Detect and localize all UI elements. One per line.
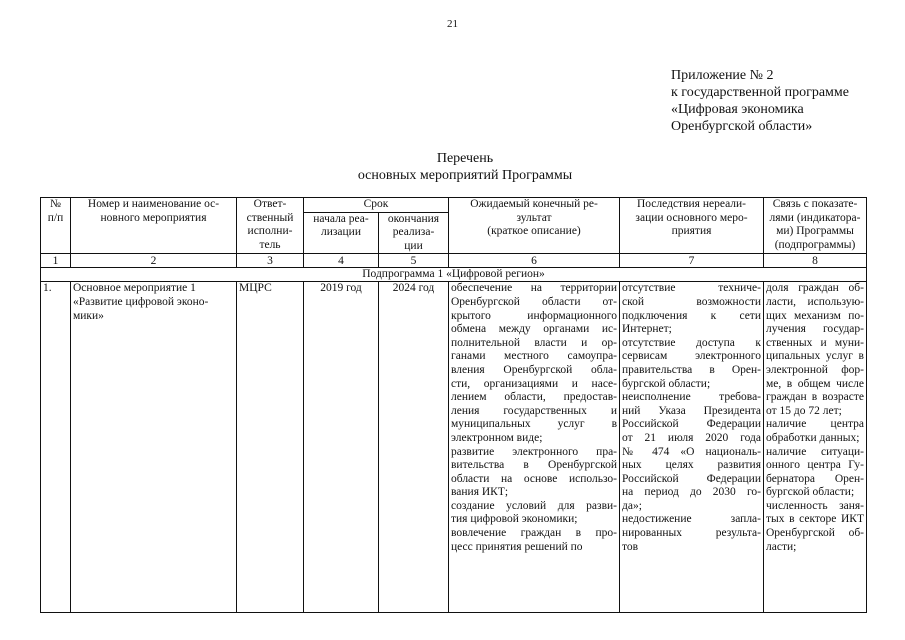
cell-text-line: № xyxy=(50,198,61,210)
column-number: 8 xyxy=(764,254,867,268)
cell-text-line: вления Оренбургской обла- xyxy=(451,363,617,376)
appendix-line: «Цифровая экономика xyxy=(671,102,804,117)
cell-text-line: ции xyxy=(404,239,423,252)
cell-text-line: щих механизм по- xyxy=(766,309,864,322)
row-consequences xyxy=(620,282,764,613)
cell-text-line: новного мероприятия xyxy=(100,211,207,224)
column-number: 4 xyxy=(304,254,379,268)
cell-text-line: недостижение запла- xyxy=(622,513,761,526)
cell-text-line: бернатора Орен- xyxy=(766,472,864,485)
cell-text-line: окончания xyxy=(387,212,440,225)
row-num: 1. xyxy=(41,282,71,613)
cell-text-line: онного центра Гу- xyxy=(766,459,864,472)
cell-text-line: бургской области; xyxy=(622,377,711,390)
cell-text-line: наличие ситуаци- xyxy=(766,445,864,458)
cell-text-line: Оренбургской об- xyxy=(766,527,864,540)
appendix-line: Оренбургской области» xyxy=(671,119,813,134)
appendix-line: Приложение № 2 xyxy=(671,68,774,83)
row-end: 2024 год xyxy=(379,282,449,613)
row-executor: МЦРС xyxy=(237,282,304,613)
cell-text-line: тель xyxy=(259,238,281,251)
column-number: 5 xyxy=(379,254,449,268)
cell-text-line: лизации xyxy=(320,226,361,239)
cell-text-line: (краткое описание) xyxy=(487,225,581,238)
cell-text-line: от 15 до 72 лет; xyxy=(766,404,842,417)
subprogram-row xyxy=(41,268,867,282)
column-number: 7 xyxy=(620,254,764,268)
row-link xyxy=(764,282,867,613)
cell-text-line: от 21 июля 2020 года xyxy=(622,431,761,444)
header-executor xyxy=(237,198,304,254)
cell-text-line: ской возможности xyxy=(622,295,761,308)
cell-text-line: ме, в общем числе xyxy=(766,377,864,390)
cell-text-line: зультат xyxy=(516,211,552,224)
cell-text-line: ласти, использую- xyxy=(766,295,864,308)
column-numbers-row xyxy=(41,254,867,268)
cell-text-line: реализа- xyxy=(392,226,435,239)
header-link xyxy=(764,198,867,254)
cell-text-line: цесс принятия решений по xyxy=(451,540,583,553)
activities-table xyxy=(40,197,867,613)
cell-text-line: нированных результа- xyxy=(622,527,761,540)
cell-text-line: бургской области; xyxy=(766,486,855,499)
cell-text-line: развитие электронного пра- xyxy=(451,445,617,458)
header-start xyxy=(304,212,379,254)
cell-text-line: отсутствие доступа к xyxy=(622,336,761,349)
cell-text-line: Основное мероприятие 1 xyxy=(73,282,196,295)
cell-text-line: Российской Федерации xyxy=(622,472,761,485)
cell-text-line: отсутствие техниче- xyxy=(622,282,761,295)
header-row xyxy=(41,198,867,213)
cell-text-line: правительства в Орен- xyxy=(622,363,761,376)
cell-text-line: исполни- xyxy=(247,225,293,238)
cell-text-line: тых в секторе ИКТ xyxy=(766,513,864,526)
document-title xyxy=(250,150,680,184)
cell-text-line: тов xyxy=(622,540,639,553)
cell-text-line: обеспечение на территории xyxy=(451,282,617,295)
cell-text-line: численность заня- xyxy=(766,499,864,512)
column-number: 6 xyxy=(449,254,620,268)
table-row xyxy=(41,282,867,613)
cell-text-line: сервисам электронного xyxy=(622,350,761,363)
subprogram-title: Подпрограмма 1 «Цифровой регион» xyxy=(41,268,867,282)
header-consequences xyxy=(620,198,764,254)
cell-text-line: ний Указа Президента xyxy=(622,404,761,417)
cell-text-line: электронной фор- xyxy=(766,363,864,376)
cell-text-line: Интернет; xyxy=(622,323,672,336)
column-number: 3 xyxy=(237,254,304,268)
cell-text-line: Оренбургской области от- xyxy=(451,295,617,308)
cell-text-line: ных целях развития xyxy=(622,459,761,472)
cell-text-line: обработки данных; xyxy=(766,431,860,444)
cell-text-line: Российской Федерации xyxy=(622,418,761,431)
page-number: 21 xyxy=(447,18,458,30)
cell-text-line: ственный xyxy=(246,211,294,224)
cell-text-line: ласти; xyxy=(766,540,797,553)
cell-text-line: лями (индикатора- xyxy=(769,211,861,224)
cell-text-line: вания ИКТ; xyxy=(451,486,509,499)
row-result xyxy=(449,282,620,613)
title-line-2: основных мероприятий Программы xyxy=(357,168,573,183)
cell-text-line: вовлечение граждан в про- xyxy=(451,527,617,540)
header-term: Срок xyxy=(304,198,449,213)
cell-text-line: зации основного меро- xyxy=(635,211,748,224)
column-number: 2 xyxy=(71,254,237,268)
appendix-caption xyxy=(671,67,849,135)
cell-text-line: да»; xyxy=(622,499,642,512)
column-number: 1 xyxy=(41,254,71,268)
cell-text-line: п/п xyxy=(47,211,64,224)
cell-text-line: создание условий для разви- xyxy=(451,499,617,512)
cell-text-line: обмена между органами ис- xyxy=(451,323,617,336)
cell-text-line: тия цифровой экономики; xyxy=(451,513,578,526)
cell-text-line: ми) Программы xyxy=(776,225,854,238)
cell-text-line: мики» xyxy=(73,309,104,322)
cell-text-line: крытого информационного xyxy=(451,309,617,322)
cell-text-line: вительства в Оренбургской xyxy=(451,459,617,472)
header-result xyxy=(449,198,620,254)
cell-text-line: муниципальных услуг в xyxy=(451,418,617,431)
cell-text-line: полнительной власти и ор- xyxy=(451,336,617,349)
cell-text-line: доля граждан об- xyxy=(766,282,864,295)
header-name xyxy=(71,198,237,254)
header-num xyxy=(41,198,71,254)
cell-text-line: приятия xyxy=(671,225,712,238)
cell-text-line: лением области, предостав- xyxy=(451,391,617,404)
cell-text-line: неисполнение требова- xyxy=(622,391,761,404)
cell-text-line: подключения к сети xyxy=(622,309,761,322)
cell-text-line: наличие центра xyxy=(766,418,864,431)
cell-text-line: Номер и наименование ос- xyxy=(87,198,220,210)
cell-text-line: Последствия нереали- xyxy=(636,198,747,210)
row-name xyxy=(71,282,237,613)
cell-text-line: «Развитие цифровой эконо- xyxy=(73,295,209,308)
cell-text-line: области на основе использо- xyxy=(451,472,617,485)
row-start: 2019 год xyxy=(304,282,379,613)
cell-text-line: электронном виде; xyxy=(451,431,543,444)
cell-text-line: начала реа- xyxy=(313,212,369,225)
appendix-line: к государственной программе xyxy=(671,85,849,100)
cell-text-line: Связь с показате- xyxy=(772,198,858,210)
cell-text-line: № 474 «О националь- xyxy=(622,445,761,458)
cell-text-line: (подпрограммы) xyxy=(774,238,856,251)
cell-text-line: сти, организациями и насе- xyxy=(451,377,617,390)
cell-text-line: ления государственных и xyxy=(451,404,617,417)
cell-text-line: ганами местного самоупра- xyxy=(451,350,617,363)
cell-text-line: Ожидаемый конечный ре- xyxy=(470,198,598,210)
title-line-1: Перечень xyxy=(436,151,494,166)
cell-text-line: граждан в возрасте xyxy=(766,391,864,404)
cell-text-line: лучения государ- xyxy=(766,323,864,336)
cell-text-line: на период до 2030 го- xyxy=(622,486,761,499)
header-end xyxy=(379,212,449,254)
cell-text-line: ципальных услуг в xyxy=(766,350,864,363)
cell-text-line: Ответ- xyxy=(253,198,287,210)
cell-text-line: ственных и муни- xyxy=(766,336,864,349)
